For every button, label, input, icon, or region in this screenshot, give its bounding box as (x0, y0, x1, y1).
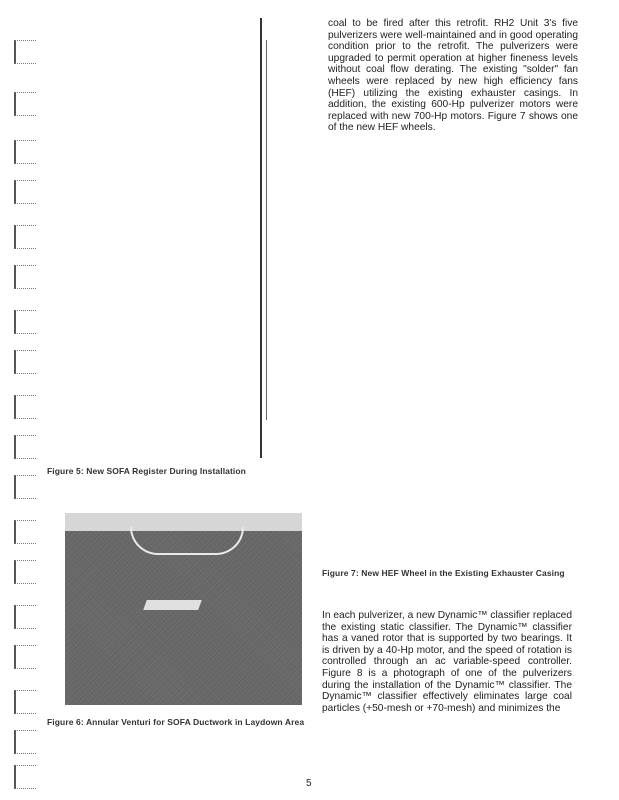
figure-6-caption: Figure 6: Annular Venturi for SOFA Ductwork in Laydown Area (47, 717, 305, 727)
binding-mark (14, 690, 36, 714)
binding-marks (14, 40, 38, 790)
binding-mark (14, 435, 36, 459)
binding-mark (14, 765, 36, 789)
binding-mark (14, 560, 36, 584)
binding-mark (14, 92, 36, 116)
binding-mark (14, 180, 36, 204)
binding-mark (14, 645, 36, 669)
binding-mark (14, 350, 36, 374)
binding-mark (14, 140, 36, 164)
figure-5-edge (260, 18, 262, 458)
binding-mark (14, 520, 36, 544)
binding-mark (14, 225, 36, 249)
figure-7-caption: Figure 7: New HEF Wheel in the Existing Exhauster Casing (322, 568, 565, 578)
body-paragraph-top: coal to be fired after this retrofit. RH2 Unit 3's five pulverizers were well-maintained and in good operating condition prior to the retrofit. The pulverizers were upgraded to permit operation at higher fineness levels without coal flow derating. The existing "solder" fan wheels were replaced by new high efficiency fans (HEF) utilizing the existing exhauster casings. In addition, the existing 600-Hp pulverizer motors were replaced with new 700-Hp motors. Figure 7 shows one of the new HEF wheels. (328, 18, 578, 134)
figure-6-duct (130, 527, 244, 555)
binding-mark (14, 40, 36, 64)
figure-6-bracket (143, 600, 202, 610)
binding-mark (14, 310, 36, 334)
binding-mark (14, 265, 36, 289)
binding-mark (14, 475, 36, 499)
page-number: 5 (306, 778, 312, 789)
binding-mark (14, 730, 36, 754)
binding-mark (14, 395, 36, 419)
body-paragraph-bottom: In each pulverizer, a new Dynamic™ classifier replaced the existing static classifier. The Dynamic™ classifier has a vaned rotor that is supported by two bearings. It is driven by a 40-Hp motor, and the speed of rotation is controlled through an ac variable-speed controller. Figure 8 is a photograph of one of the pulverizers during the installation of the Dynamic™ classifier. The Dynamic™ classifier effectively eliminates large coal particles (+50-mesh or +70-mesh) and minimizes the (322, 610, 572, 714)
figure-5-caption: Figure 5: New SOFA Register During Installation (47, 466, 246, 476)
binding-mark (14, 605, 36, 629)
figure-5-edge (266, 40, 267, 420)
figure-5-image (255, 15, 317, 460)
